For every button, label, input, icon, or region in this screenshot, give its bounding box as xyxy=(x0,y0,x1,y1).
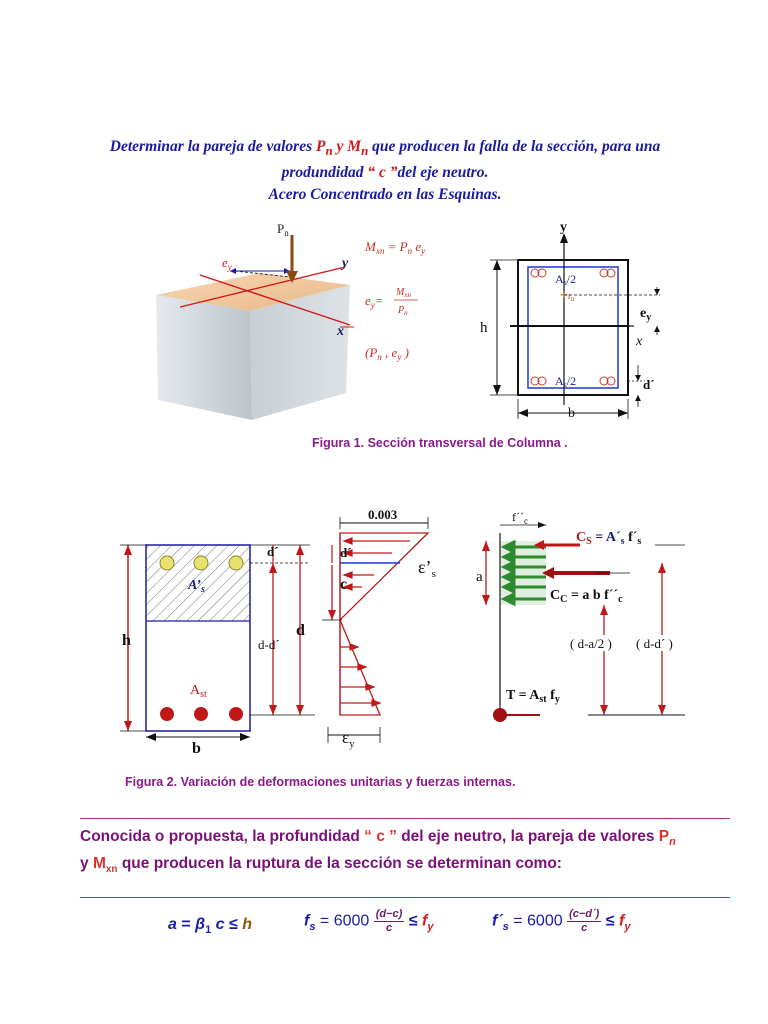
column-block-illustration xyxy=(156,221,354,420)
forces-diagram xyxy=(476,510,690,722)
section-b-label: b xyxy=(568,406,575,421)
fc-label: $f´´_c$ xyxy=(512,510,528,526)
mn-symbol: $M_n$ xyxy=(347,138,369,159)
mn-inline-symbol: $M_{xn}$ xyxy=(92,855,118,876)
figure-1-equations xyxy=(364,239,425,362)
eccentricity-denominator: $P_n$ xyxy=(398,305,408,317)
y-axis-label: y xyxy=(342,256,349,271)
depth-a-formula: $a = \beta_1$ c ≤ h xyxy=(168,916,252,937)
load-point-marker: ✣ xyxy=(560,290,568,300)
figure-1 xyxy=(140,215,660,430)
ey-label: $e_y$ xyxy=(222,255,232,272)
eps-s-label: $\varepsilon’_s$ xyxy=(418,557,436,580)
rn-label: $r_n$ xyxy=(568,291,575,303)
lever-arm-2-label: ( d-d´ ) xyxy=(636,636,673,651)
fig2-d-label: d xyxy=(296,622,305,639)
figure-2-caption: Figura 2. Variación de deformaciones unitarias y fuerzas internas. xyxy=(125,775,516,789)
strain-dprime-label: d´ xyxy=(340,545,352,560)
fig2-dprime-label: d´ xyxy=(267,544,279,559)
pn-ey-pair: ($P_n$ , $e_y$ ) xyxy=(365,345,409,362)
cs-equation: $C_S$ = $A´_s$ $f´_s$ xyxy=(576,530,642,547)
eps-y-label: $\varepsilon_y$ xyxy=(342,728,355,750)
section-h-label: h xyxy=(480,320,488,336)
as-bottom-label: As/2 xyxy=(555,374,577,389)
divider-bottom xyxy=(80,897,730,898)
fs-formula: $f_s = 6000$ $\frac{(d-c)}{c}$ ≤ $f_y$ xyxy=(304,908,434,934)
section-ey-label: $e_y$ xyxy=(640,306,652,323)
title-line-1: Determinar la pareja de valores $P_n$ y $M_n$ que producen la falla de la sección, para una xyxy=(109,138,661,159)
lever-arm-1-label: ( d-a/2 ) xyxy=(570,636,612,651)
document-title xyxy=(40,136,730,206)
section-x-label: x xyxy=(636,334,643,349)
figure-1-caption: Figura 1. Sección transversal de Columna . xyxy=(312,436,568,450)
section-dprime-label: d´ xyxy=(643,377,655,392)
figure-2-section xyxy=(120,544,315,757)
force-a-label: a xyxy=(476,569,483,585)
eccentricity-numerator: $M_{xn}$ xyxy=(396,287,411,299)
divider-top xyxy=(80,818,730,819)
title-line-3: Acero Concentrado en las Esquinas. xyxy=(268,186,502,204)
title-line-2: produndidad “ c ”del eje neutro. xyxy=(281,164,489,182)
strain-c-label: c xyxy=(340,576,348,593)
strain-top-label: 0.003 xyxy=(368,507,398,522)
pn-label: $P_n$ xyxy=(277,221,289,238)
as-top-label: As/2 xyxy=(555,272,577,287)
ast-label: $A_{st}$ xyxy=(190,683,207,700)
section-y-label: y xyxy=(560,220,567,235)
eccentricity-equation: $e_y=$ xyxy=(365,293,384,310)
moment-equation: $M_{xn} = P_n$ $e_y$ xyxy=(365,239,426,256)
fig2-d-minus-dprime-label: d-d´ xyxy=(258,637,280,652)
fig2-b-label: b xyxy=(192,740,201,757)
figure-2 xyxy=(110,505,690,760)
formulas-row xyxy=(80,904,730,948)
strain-diagram xyxy=(322,507,436,750)
pn-inline-symbol: $P_n$ xyxy=(658,828,676,849)
fig2-h-label: h xyxy=(122,632,131,649)
fs-prime-formula: $f´_s = 6000$ $\frac{(c-d´)}{c}$ ≤ $f_y$ xyxy=(492,908,631,934)
cc-equation: $C_C = a$ b $f´´_c$ xyxy=(550,588,623,605)
x-axis-label: x xyxy=(337,324,344,339)
pn-symbol: $P_n$ xyxy=(316,138,333,159)
figure-1-cross-section xyxy=(480,220,660,421)
tension-equation: $T = A_{st}$ $f_y$ xyxy=(506,688,560,705)
body-paragraph: Conocida o propuesta, la profundidad “ c ” del eje neutro, la pareja de valores $P_n$ y $M_{xn}$ que producen la ruptura de la sección se determinan como: xyxy=(80,828,676,876)
as-prime-label: $A’_s$ xyxy=(188,578,205,595)
